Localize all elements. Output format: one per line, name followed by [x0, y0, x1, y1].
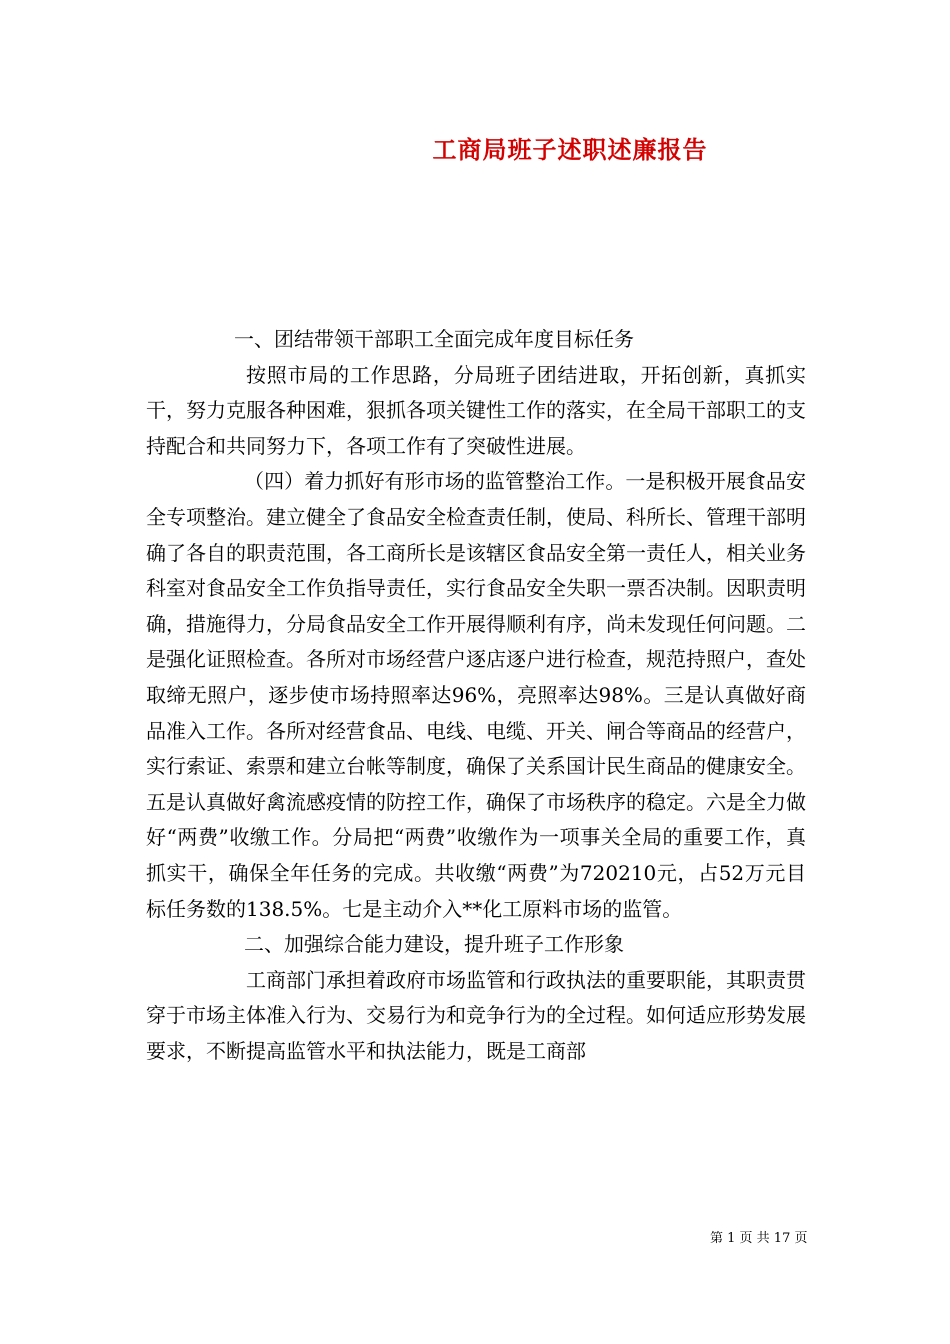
paragraph: 工商部门承担着政府市场监管和行政执法的重要职能，其职责贯穿于市场主体准入行为、交易行为和竞争行为的全过程。如何适应形势发展要求，不断提高监管水平和执法能力，既是工商部 — [146, 967, 806, 1063]
document-body — [146, 322, 806, 1069]
paragraph: （四）着力抓好有形市场的监管整治工作。一是积极开展食品安全专项整治。建立健全了食品安全检查责任制，使局、科所长、管理干部明确了各自的职责范围，各工商所长是该辖区食品安全第一责任人，相关业务科室对食品安全工作负指导责任，实行食品安全失职一票否决制。因职责明确，措施得力，分局食品安全工作开展得顺利有序，尚未发现任何问题。二是强化证照检查。各所对市场经营户逐店逐户进行检查，规范持照户，查处取缔无照户，逐步使市场持照率达96%，亮照率达98%。三是认真做好商品准入工作。各所对经营食品、电线、电缆、开关、闸合等商品的经营户，实行索证、索票和建立台帐等制度，确保了关系国计民生商品的健康安全。五是认真做好禽流感疫情的防控工作，确保了市场秩序的稳定。六是全力做好“两费”收缴工作。分局把“两费”收缴作为一项事关全局的重要工作，真抓实干，确保全年任务的完成。共收缴“两费”为720210元，占52万元目标任务数的138.5%。七是主动介入**化工原料市场的监管。 — [146, 469, 806, 921]
section-heading-2: 二、加强综合能力建设，提升班子工作形象 — [244, 932, 624, 957]
document-title: 工商局班子述职述廉报告 — [432, 135, 708, 164]
page-number: 第 1 页 共 17 页 — [710, 1231, 808, 1246]
paragraph: 按照市局的工作思路，分局班子团结进取，开拓创新，真抓实干，努力克服各种困难，狠抓各项关键性工作的落实，在全局干部职工的支持配合和共同努力下，各项工作有了突破性进展。 — [146, 362, 806, 458]
section-heading-1: 一、团结带领干部职工全面完成年度目标任务 — [234, 327, 634, 351]
